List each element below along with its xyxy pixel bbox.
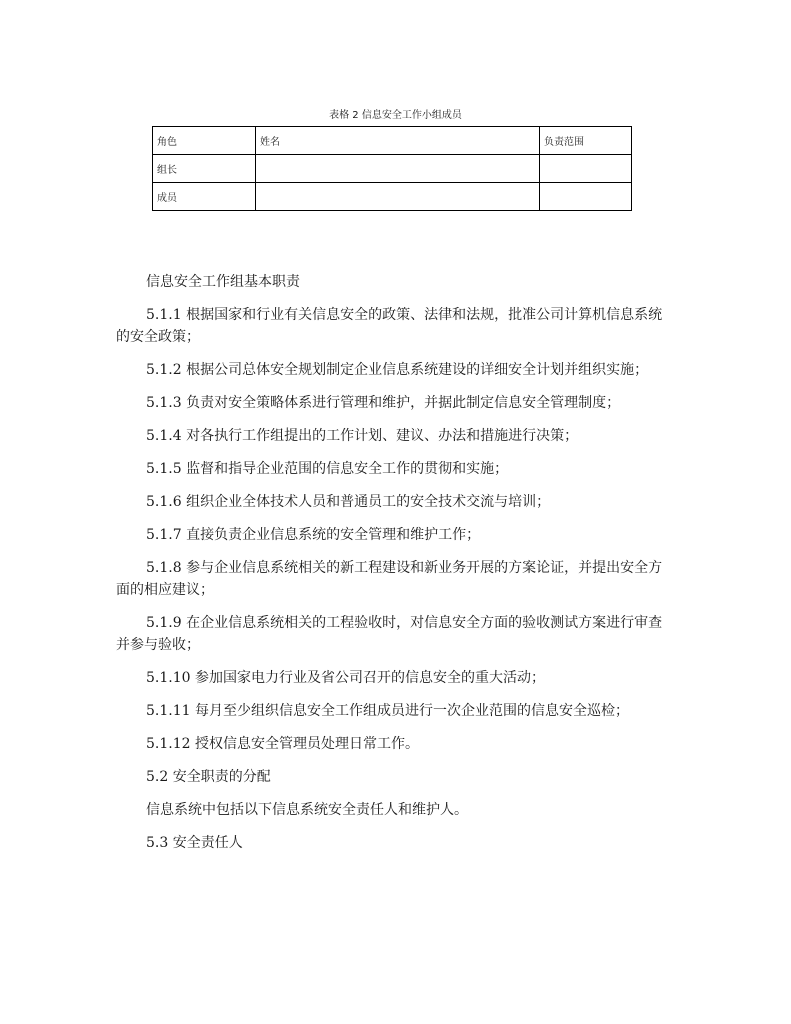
header-scope: 负责范围	[540, 127, 632, 155]
paragraph: 5.1.5 监督和指导企业范围的信息安全工作的贯彻和实施；	[146, 461, 509, 477]
row-name	[256, 183, 540, 211]
row-name	[256, 155, 540, 183]
section-heading: 信息安全工作组基本职责	[146, 274, 300, 290]
paragraph: 5.1.8 参与企业信息系统相关的新工程建设和新业务开展的方案论证，并提出安全方面的相应建议；	[116, 560, 663, 598]
paragraph: 5.1.1 根据国家和行业有关信息安全的政策、法律和法规，批准公司计算机信息系统的安全政策；	[116, 307, 663, 345]
members-table	[152, 126, 632, 211]
table-caption: 表格 2 信息安全工作小组成员	[329, 110, 462, 121]
table-row	[153, 155, 632, 183]
paragraph: 5.1.10 参加国家电力行业及省公司召开的信息安全的重大活动；	[146, 670, 545, 686]
paragraph: 信息系统中包括以下信息系统安全责任人和维护人。	[146, 802, 468, 818]
paragraph: 5.1.2 根据公司总体安全规划制定企业信息系统建设的详细安全计划并组织实施；	[146, 362, 649, 378]
document-body	[116, 271, 676, 865]
table-header-row	[153, 127, 632, 155]
paragraph: 5.1.4 对各执行工作组提出的工作计划、建议、办法和措施进行决策；	[146, 428, 579, 444]
section-heading: 5.3 安全责任人	[146, 835, 243, 851]
paragraph: 5.1.12 授权信息安全管理员处理日常工作。	[146, 736, 419, 752]
table-row	[153, 183, 632, 211]
paragraph: 5.1.9 在企业信息系统相关的工程验收时，对信息安全方面的验收测试方案进行审查并参与验收；	[116, 615, 663, 653]
header-name: 姓名	[256, 127, 540, 155]
section-heading: 5.2 安全职责的分配	[146, 769, 271, 785]
row-scope	[540, 183, 632, 211]
paragraph: 5.1.3 负责对安全策略体系进行管理和维护，并据此制定信息安全管理制度；	[146, 395, 621, 411]
row-scope	[540, 155, 632, 183]
paragraph: 5.1.6 组织企业全体技术人员和普通员工的安全技术交流与培训；	[146, 494, 551, 510]
row-role: 组长	[153, 155, 256, 183]
paragraph: 5.1.7 直接负责企业信息系统的安全管理和维护工作；	[146, 527, 481, 543]
row-role: 成员	[153, 183, 256, 211]
paragraph: 5.1.11 每月至少组织信息安全工作组成员进行一次企业范围的信息安全巡检；	[146, 703, 629, 719]
header-role: 角色	[153, 127, 256, 155]
